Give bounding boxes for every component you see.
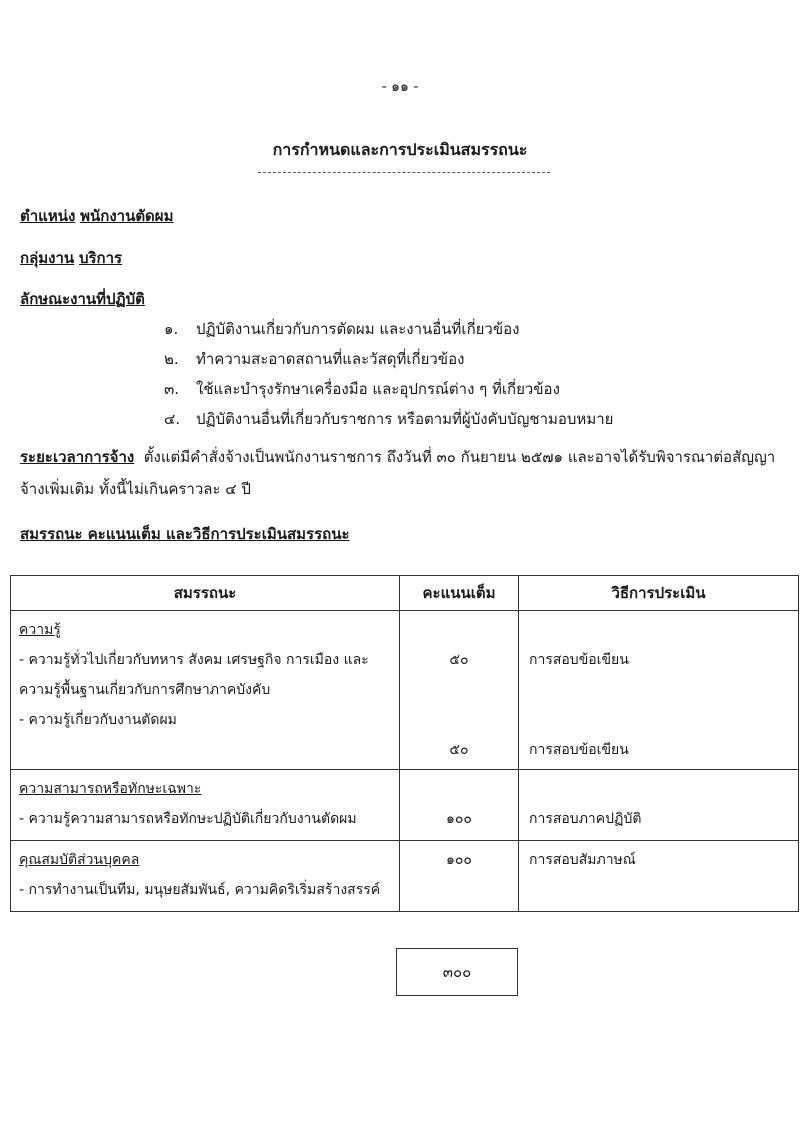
position-line (20, 204, 173, 228)
page-title: การกำหนดและการประเมินสมรรถนะ (272, 140, 528, 159)
category-skills: ความสามารถหรือทักษะเฉพาะ (19, 781, 202, 797)
duty-number: ๑. (164, 320, 179, 338)
duty-item (164, 377, 560, 401)
employment-label: ระยะเวลาการจ้าง (20, 448, 135, 466)
method-knowledge-haircut: การสอบข้อเขียน (529, 742, 629, 758)
header-full-score: คะแนนเต็ม (400, 576, 519, 611)
duty-text: ทำความสะอาดสถานที่และวัสดุที่เกี่ยวข้อง (196, 350, 465, 368)
score-knowledge-haircut: ๕๐ (449, 742, 469, 758)
category-personal: คุณสมบัติส่วนบุคคล (19, 852, 140, 868)
total-score: ๓๐๐ (396, 948, 518, 996)
group-value: บริการ (78, 249, 123, 267)
position-label: ตำแหน่ง (20, 207, 76, 225)
category-knowledge: ความรู้ (19, 622, 61, 638)
group-label: กลุ่มงาน (20, 249, 75, 267)
table-row (11, 841, 799, 912)
method-personal: การสอบสัมภาษณ์ (529, 852, 636, 868)
employment-text: ตั้งแต่มีคำสั่งจ้างเป็นพนักงานราชการ ถึงวันที่ ๓๐ กันยายน ๒๕๗๑ และอาจได้รับพิจารณาต่อสัญญาจ้างเพิ่มเติม ทั้งนี้ไม่เกินคราวละ ๔ ปี (20, 448, 776, 498)
duty-text: ปฏิบัติงานอื่นที่เกี่ยวกับราชการ หรือตามที่ผู้บังคับบัญชามอบหมาย (196, 410, 614, 428)
employment-paragraph (20, 441, 780, 505)
table-row (11, 611, 799, 770)
page-number: - ๑๑ - (381, 79, 419, 95)
score-knowledge-general: ๕๐ (449, 652, 469, 668)
score-skills: ๑๐๐ (446, 811, 472, 827)
personal-item: - การทำงานเป็นทีม, มนุษยสัมพันธ์, ความคิดริเริ่มสร้างสรรค์ (19, 882, 381, 898)
score-personal: ๑๐๐ (446, 852, 472, 868)
duty-number: ๒. (164, 350, 179, 368)
method-skills: การสอบภาคปฏิบัติ (529, 811, 642, 827)
header-method: วิธีการประเมิน (519, 576, 799, 611)
position-value: พนักงานตัดผม (80, 207, 174, 225)
duty-item (164, 347, 464, 371)
duties-heading: ลักษณะงานที่ปฏิบัติ (20, 290, 145, 308)
skills-item: - ความรู้ความสามารถหรือทักษะปฏิบัติเกี่ยวกับงานตัดผม (19, 811, 357, 827)
duty-text: ปฏิบัติงานเกี่ยวกับการตัดผม และงานอื่นที่เกี่ยวข้อง (196, 320, 520, 338)
duty-item (164, 317, 519, 341)
knowledge-item-haircut: - ความรู้เกี่ยวกับงานตัดผม (19, 712, 177, 728)
competency-section-heading: สมรรถนะ คะแนนเต็ม และวิธีการประเมินสมรรถนะ (20, 525, 350, 543)
method-knowledge-general: การสอบข้อเขียน (529, 652, 629, 668)
duty-text: ใช้และบำรุงรักษาเครื่องมือ และอุปกรณ์ต่าง ๆ ที่เกี่ยวข้อง (196, 380, 560, 398)
table-header-row (11, 576, 799, 611)
knowledge-item-general: - ความรู้ทั่วไปเกี่ยวกับทหาร สังคม เศรษฐกิจ การเมือง และความรู้พื้นฐานเกี่ยวกับการศึกษาภาคบังคับ (19, 652, 369, 698)
table-row (11, 770, 799, 841)
duty-item (164, 407, 613, 431)
group-line (20, 246, 122, 270)
duty-number: ๔. (164, 410, 181, 428)
title-divider (258, 172, 550, 173)
competency-table (10, 575, 799, 912)
header-competency: สมรรถนะ (11, 576, 400, 611)
duty-number: ๓. (164, 380, 180, 398)
